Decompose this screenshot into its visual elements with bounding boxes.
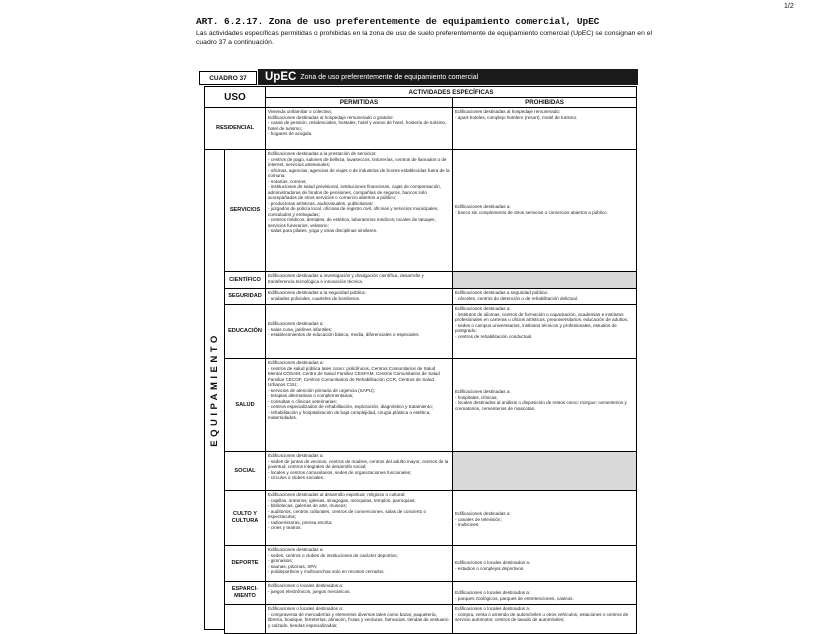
prohibited-servicios: Edificaciones destinadas a: - banco sin complemento de otros servicios o comercios abiertos a público: [452, 149, 637, 272]
permitidas-header: PERMITIDAS: [265, 97, 453, 108]
cuadro-header: [258, 69, 638, 85]
use-culto-cultura: CULTO Y CULTURA: [224, 490, 266, 546]
prohibited-culto-cultura: Edificaciones destinadas a: - canales de televisión; - multicines.: [452, 490, 637, 546]
permitted-social: Edificaciones destinadas a: - sedes de juntas de vecinos, centros de madres, centros del adulto mayor, centros de la juventud, centros integrales de desarrollo social; - locales y centros comunitarios, sedes de organizaciones funcionales; - círculos o clubes sociales.: [265, 451, 453, 491]
prohibited-deporte: Edificaciones o locales destinados a: - estadios o complejos deportivos.: [452, 545, 637, 582]
page-number: 1/2: [784, 3, 794, 10]
zone-title: Zona de uso preferentemente de equipamiento comercial: [300, 73, 479, 81]
use-cientifico: CIENTÍFICO: [224, 271, 266, 289]
uses-table: [204, 86, 637, 630]
cuadro-label: CUADRO 37: [199, 71, 257, 85]
article-title: ART. 6.2.17. Zona de uso preferentemente de equipamiento comercial, UpEC: [196, 16, 600, 27]
permitted-deporte: Edificaciones destinadas a: - sedes, centros o clubes de instituciones de carácter deportivo; - gimnasios; - saunas, piscinas, SPA; - polideportivos y multicanchas solo en recintos cerrados.: [265, 545, 453, 582]
prohibited-cientifico: [452, 271, 637, 289]
permitted-partial-row: Edificaciones o locales destinados a: - compraventa de mercaderías y elementos diversos tales como bazar, paquetería, librería, boutique, ferreterías, almacén, frutas y verduras, farmacias, tiendas de vestuario y calzado, tiendas especializadas;: [265, 604, 453, 634]
prohibited-esparcimiento: Edificaciones o locales destinados a: - parques zoológicos, parques de entretenciones, casinos.: [452, 581, 637, 605]
actividades-header: ACTIVIDADES ESPECÍFICAS: [265, 86, 637, 98]
uso-header: USO: [204, 86, 266, 108]
zone-code: UpEC: [265, 71, 297, 83]
permitted-residencial: Vivienda unifamiliar o colectiva; Edificaciones destinadas al hospedaje remunerado o gratuito: - casas de pensión, residenciales, hostales, hotel y anexo de hotel, hostería de turismo, hotel de turismo; - hogares de acogida.: [265, 107, 453, 150]
use-servicios: SERVICIOS: [224, 149, 266, 272]
prohibited-educacion: Edificaciones destinadas a: - institutos de idiomas, centros de formación o capacitación, academias e institutos profesionales en carreras u oficios artísticos, preuniversitarios, educación de adultos; - sedes o campus universitarios, institutos técnicos y profesionales, estudios de postgrado; - centros de rehabilitación conductual.: [452, 304, 637, 359]
permitted-cientifico: Edificaciones destinadas a investigación y divulgación científica, desarrollo y transferencia tecnológica e innovación técnica.: [265, 271, 453, 289]
prohibidas-header: PROHIBIDAS: [452, 97, 637, 108]
permitted-servicios: Edificaciones destinadas a la prestación de servicios: - centros de pago, salones de belleza, lavaseccos, tintorerías, centros de llamados o de internet, servicios artesanales; - oficinas, agencias, agencias de viajes o de industrias de licores establecidas fuera de la comuna; - notarías, correos; - instituciones de salud previsional, instituciones financieras, cajas de compensación, administradoras de fondos de pensiones, compañías de seguros, bancos solo acompañados de otros servicios o comercio abiertos a público; - productoras artísticas, audiovisuales, publicitarias; - juzgados de policía local, oficinas de registro civil, oficinas y servicios municipales, consulados y embajadas; - centros médicos, dentales, de estética, laboratorios médicos; locales de tatuajes, servicios funerarios, velatorio; - salas para pilates, yoga y otras disciplinas similares.: [265, 149, 453, 272]
use-social: SOCIAL: [224, 451, 266, 491]
equipamiento-label: EQUIPAMIENTO: [209, 332, 220, 447]
permitted-salud: Edificaciones destinadas a: - centros de salud pública tales como: policlínicos, Centros Comunitarios de Salud Mental COSAM, Centro de Salud Familiar CESFAM, Centros Comunitarios de Salud Familiar CECOF, Centros Comunitarios de Rehabilitación CCR, Centros de Salud Urbanos CSU; - servicios de atención primaria de urgencia (SAPU); - terapias alternativas o complementarias; - consultas o clínicas veterinarias; - centros especializados de rehabilitación, exploración, diagnóstico y tratamiento; - rehabilitación y hospitalización de baja complejidad, cirugía plástica o estética, maternidades.: [265, 358, 453, 452]
use-esparcimiento: ESPARCI- MIENTO: [224, 581, 266, 605]
prohibited-partial-row: Edificaciones o locales destinados a: - compra, venta o arriendo de automóviles u otros vehículos, estaciones o centros de servicio automotor, centros de lavado de automóviles;: [452, 604, 637, 634]
use-residencial: RESIDENCIAL: [204, 107, 266, 150]
use-seguridad: SEGURIDAD: [224, 288, 266, 305]
prohibited-social: [452, 451, 637, 491]
prohibited-salud: Edificaciones destinadas a: - hospitales, clínicas; - locales destinados al análisis o disposición de restos como: morgue; cementerios y crematorios, cementerios de mascotas.: [452, 358, 637, 452]
equipamiento-group: [204, 149, 225, 630]
use-educacion: EDUCACIÓN: [224, 304, 266, 359]
article-intro: Las actividades específicas permitidas o prohibidas en la zona de uso de suelo preferentemente de equipamiento comercial (UpEC) se consignan en el cuadro 37 a continuación.: [196, 30, 653, 46]
prohibited-seguridad: Edificaciones destinadas a seguridad pública: - cárceles, centros de detención o de rehabilitación delictual.: [452, 288, 637, 305]
use-deporte: DEPORTE: [224, 545, 266, 582]
permitted-culto-cultura: Edificaciones destinadas al desarrollo espiritual, religioso o cultural: - capillas, oratorios, iglesias, sinagogas, mezquitas, templos, parroquias; - bibliotecas, galerías de arte, museos; - auditorios, centros culturales, centros de convenciones, salas de concierto o espectáculos; - radioemisoras, prensa escrita; - cines y teatros.: [265, 490, 453, 546]
use-salud: SALUD: [224, 358, 266, 452]
prohibited-residencial: Edificaciones destinadas al hospedaje remunerado: - apart-hoteles, complejo hotelero (resort), motel de turismo.: [452, 107, 637, 150]
permitted-seguridad: Edificaciones destinadas a la seguridad pública: - unidades policiales, cuarteles de bomberos.: [265, 288, 453, 305]
permitted-educacion: Edificaciones destinadas a: - salas cuna, jardines infantiles; - establecimientos de educación básica, media, diferenciales o especiales.: [265, 304, 453, 359]
permitted-esparcimiento: Edificaciones o locales destinados a: - juegos electrónicos, juegos mecánicos.: [265, 581, 453, 605]
